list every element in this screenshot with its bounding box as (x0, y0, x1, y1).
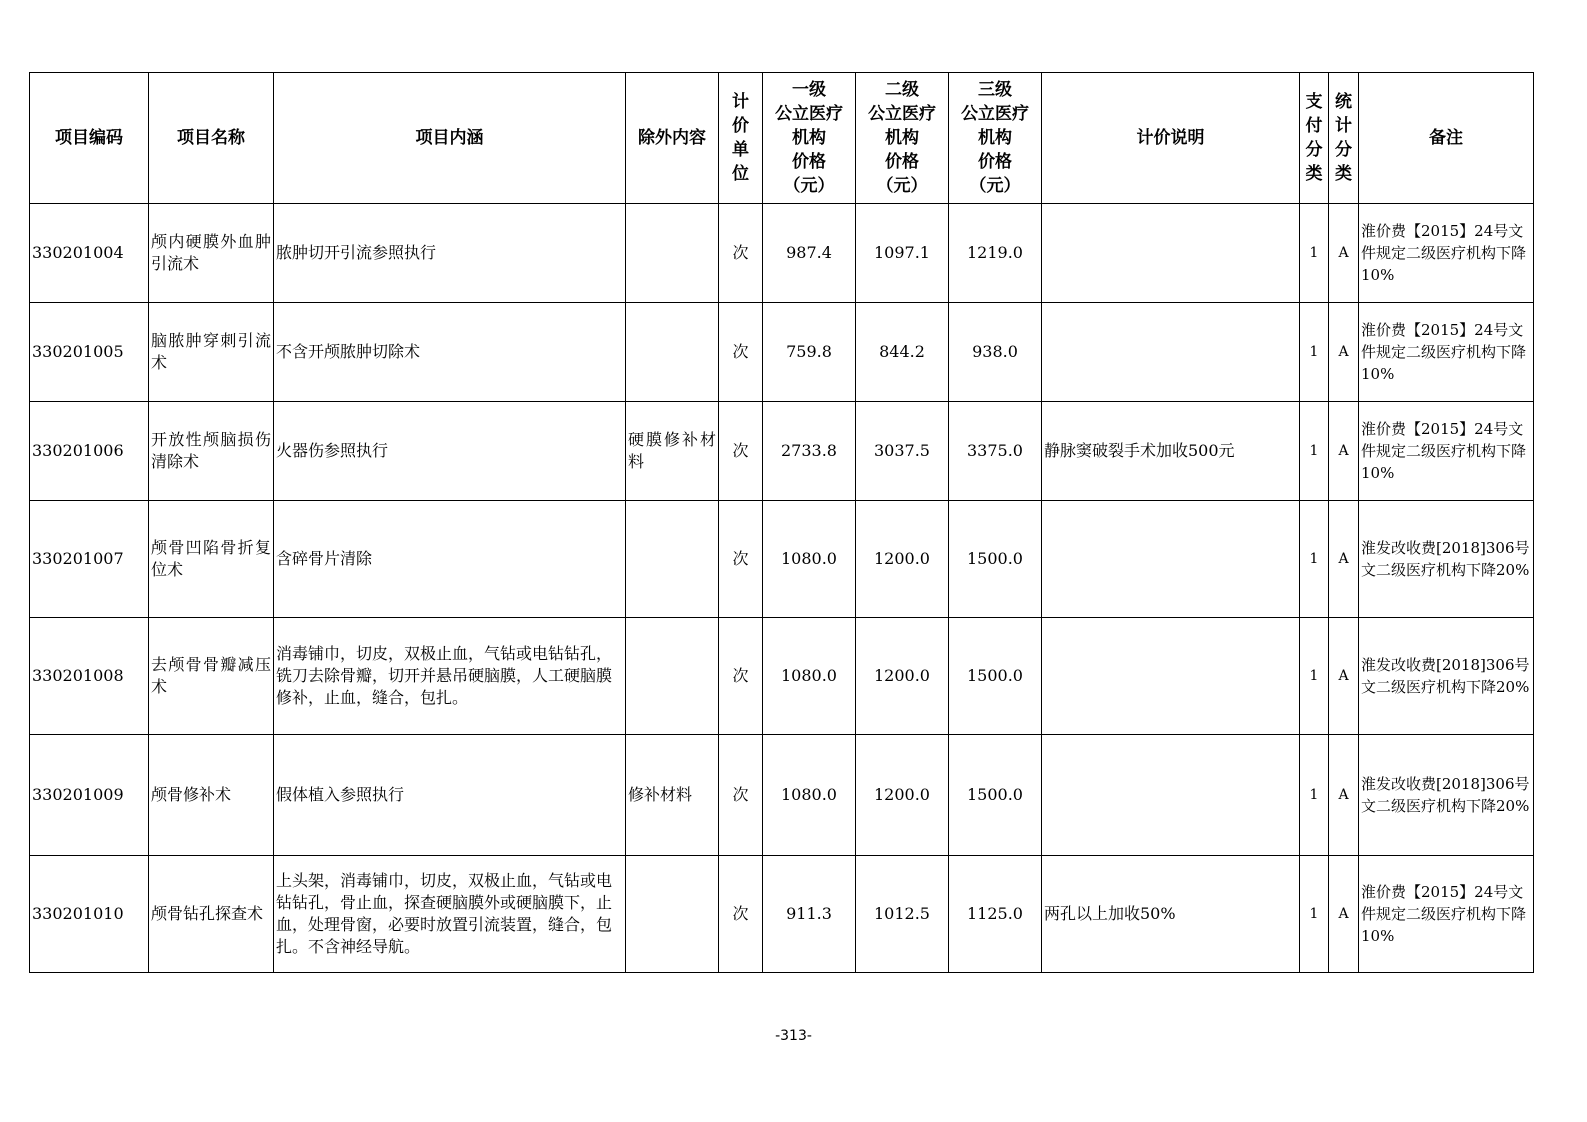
cell-stat: A (1329, 618, 1359, 735)
header-stat (1329, 73, 1359, 204)
header-unit-char: 价 (732, 116, 749, 136)
cell-price-level1: 911.3 (763, 856, 856, 973)
page-number: -313- (775, 1028, 812, 1044)
cell-price-level1: 759.8 (763, 303, 856, 402)
cell-unit: 次 (719, 501, 763, 618)
cell-price-level3: 938.0 (949, 303, 1042, 402)
cell-code: 330201007 (30, 501, 149, 618)
cell-stat: A (1329, 303, 1359, 402)
table-row (30, 735, 1534, 856)
table-row (30, 204, 1534, 303)
table-row (30, 402, 1534, 501)
cell-unit: 次 (719, 303, 763, 402)
cell-remark: 淮发改收费[2018]306号文二级医疗机构下降20% (1359, 735, 1534, 856)
cell-content: 消毒铺巾，切皮，双极止血，气钻或电钻钻孔，铣刀去除骨瓣，切开并悬吊硬脑膜，人工硬脑膜修补，止血，缝合，包扎。 (274, 618, 626, 735)
cell-price-level1: 1080.0 (763, 735, 856, 856)
cell-content: 含碎骨片清除 (274, 501, 626, 618)
cell-name: 颅骨修补术 (149, 735, 274, 856)
cell-price-level2: 1012.5 (856, 856, 949, 973)
header-price-level1 (763, 73, 856, 204)
cell-explanation (1042, 735, 1300, 856)
cell-code: 330201005 (30, 303, 149, 402)
cell-payment: 1 (1300, 303, 1329, 402)
medical-price-table (29, 72, 1534, 973)
cell-excluded: 硬膜修补材料 (626, 402, 719, 501)
cell-excluded (626, 303, 719, 402)
cell-price-level1: 1080.0 (763, 618, 856, 735)
cell-price-level2: 844.2 (856, 303, 949, 402)
cell-unit: 次 (719, 856, 763, 973)
header-line: （元） (969, 176, 1021, 196)
cell-remark: 淮发改收费[2018]306号文二级医疗机构下降20% (1359, 618, 1534, 735)
cell-price-level1: 1080.0 (763, 501, 856, 618)
cell-excluded (626, 856, 719, 973)
cell-payment: 1 (1300, 501, 1329, 618)
cell-explanation (1042, 618, 1300, 735)
cell-remark: 淮价费【2015】24号文件规定二级医疗机构下降10% (1359, 204, 1534, 303)
header-excluded: 除外内容 (626, 73, 719, 204)
table-row (30, 501, 1534, 618)
header-line: 机构 (885, 128, 919, 148)
header-line: 二级 (885, 80, 919, 100)
header-stat-char: 计 (1335, 116, 1352, 136)
cell-excluded: 修补材料 (626, 735, 719, 856)
cell-code: 330201010 (30, 856, 149, 973)
header-line: 公立医疗 (775, 104, 843, 124)
cell-unit: 次 (719, 618, 763, 735)
cell-price-level3: 1500.0 (949, 501, 1042, 618)
table-row (30, 303, 1534, 402)
header-code: 项目编码 (30, 73, 149, 204)
header-remark: 备注 (1359, 73, 1534, 204)
header-line: 价格 (978, 152, 1012, 172)
cell-stat: A (1329, 735, 1359, 856)
header-unit (719, 73, 763, 204)
cell-name: 颅骨凹陷骨折复位术 (149, 501, 274, 618)
header-content: 项目内涵 (274, 73, 626, 204)
header-unit-char: 单 (732, 140, 749, 160)
header-line: 一级 (792, 80, 826, 100)
cell-explanation (1042, 303, 1300, 402)
header-payment-char: 分 (1305, 140, 1323, 160)
cell-stat: A (1329, 402, 1359, 501)
cell-code: 330201004 (30, 204, 149, 303)
header-stat-char: 分 (1335, 140, 1352, 160)
cell-remark: 淮发改收费[2018]306号文二级医疗机构下降20% (1359, 501, 1534, 618)
cell-payment: 1 (1300, 735, 1329, 856)
cell-name: 脑脓肿穿刺引流术 (149, 303, 274, 402)
cell-explanation (1042, 204, 1300, 303)
cell-excluded (626, 618, 719, 735)
cell-price-level3: 1219.0 (949, 204, 1042, 303)
cell-stat: A (1329, 204, 1359, 303)
cell-price-level2: 1200.0 (856, 501, 949, 618)
cell-payment: 1 (1300, 204, 1329, 303)
cell-excluded (626, 204, 719, 303)
header-name: 项目名称 (149, 73, 274, 204)
table-row (30, 618, 1534, 735)
cell-content: 上头架，消毒铺巾，切皮，双极止血，气钻或电钻钻孔，骨止血，探查硬脑膜外或硬脑膜下，止血，处理骨窗，必要时放置引流装置，缝合，包扎。不含神经导航。 (274, 856, 626, 973)
cell-unit: 次 (719, 402, 763, 501)
cell-price-level1: 2733.8 (763, 402, 856, 501)
price-table-sheet (29, 72, 1533, 973)
header-line: 价格 (885, 152, 919, 172)
cell-stat: A (1329, 501, 1359, 618)
cell-price-level3: 3375.0 (949, 402, 1042, 501)
header-line: （元） (876, 176, 928, 196)
header-line: 公立医疗 (868, 104, 936, 124)
header-line: 公立医疗 (961, 104, 1029, 124)
cell-remark: 淮价费【2015】24号文件规定二级医疗机构下降10% (1359, 856, 1534, 973)
cell-explanation (1042, 501, 1300, 618)
cell-code: 330201006 (30, 402, 149, 501)
cell-price-level3: 1125.0 (949, 856, 1042, 973)
cell-price-level3: 1500.0 (949, 735, 1042, 856)
cell-unit: 次 (719, 735, 763, 856)
cell-name: 颅骨钻孔探查术 (149, 856, 274, 973)
header-line: （元） (783, 176, 835, 196)
table-row (30, 856, 1534, 973)
header-line: 机构 (792, 128, 826, 148)
cell-price-level3: 1500.0 (949, 618, 1042, 735)
header-payment-char: 支 (1305, 92, 1323, 112)
header-line: 机构 (978, 128, 1012, 148)
cell-remark: 淮价费【2015】24号文件规定二级医疗机构下降10% (1359, 303, 1534, 402)
cell-content: 火器伤参照执行 (274, 402, 626, 501)
cell-code: 330201009 (30, 735, 149, 856)
cell-content: 不含开颅脓肿切除术 (274, 303, 626, 402)
cell-payment: 1 (1300, 618, 1329, 735)
header-line: 三级 (978, 80, 1012, 100)
cell-name: 颅内硬膜外血肿引流术 (149, 204, 274, 303)
cell-content: 脓肿切开引流参照执行 (274, 204, 626, 303)
header-unit-char: 位 (732, 164, 749, 184)
cell-stat: A (1329, 856, 1359, 973)
header-payment-char: 类 (1305, 164, 1323, 184)
header-payment (1300, 73, 1329, 204)
cell-price-level2: 1200.0 (856, 735, 949, 856)
header-payment-char: 付 (1305, 116, 1323, 136)
cell-payment: 1 (1300, 402, 1329, 501)
cell-price-level2: 1097.1 (856, 204, 949, 303)
cell-name: 去颅骨骨瓣减压术 (149, 618, 274, 735)
header-stat-char: 统 (1335, 92, 1352, 112)
cell-price-level2: 1200.0 (856, 618, 949, 735)
cell-code: 330201008 (30, 618, 149, 735)
header-row (30, 73, 1534, 204)
cell-payment: 1 (1300, 856, 1329, 973)
header-explanation: 计价说明 (1042, 73, 1300, 204)
header-price-level3 (949, 73, 1042, 204)
cell-unit: 次 (719, 204, 763, 303)
cell-price-level2: 3037.5 (856, 402, 949, 501)
header-price-level2 (856, 73, 949, 204)
cell-explanation: 两孔以上加收50% (1042, 856, 1300, 973)
header-stat-char: 类 (1335, 164, 1352, 184)
cell-content: 假体植入参照执行 (274, 735, 626, 856)
cell-price-level1: 987.4 (763, 204, 856, 303)
cell-remark: 淮价费【2015】24号文件规定二级医疗机构下降10% (1359, 402, 1534, 501)
header-unit-char: 计 (732, 92, 749, 112)
header-line: 价格 (792, 152, 826, 172)
cell-name: 开放性颅脑损伤清除术 (149, 402, 274, 501)
cell-explanation: 静脉窦破裂手术加收500元 (1042, 402, 1300, 501)
cell-excluded (626, 501, 719, 618)
